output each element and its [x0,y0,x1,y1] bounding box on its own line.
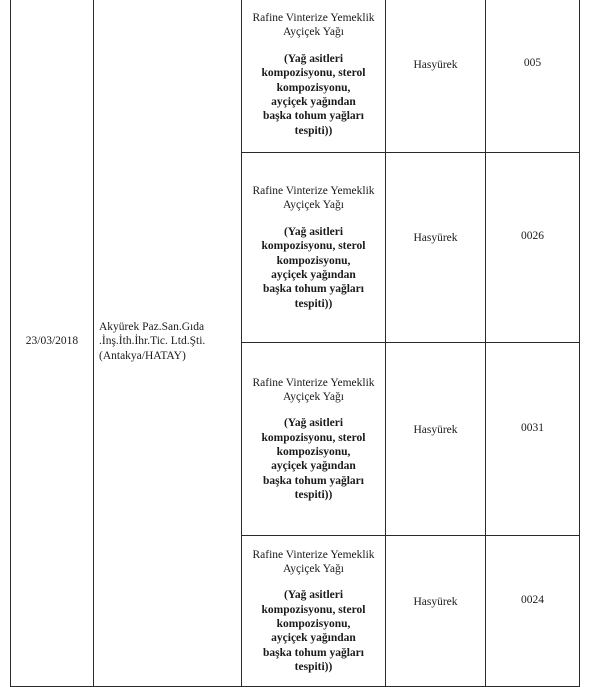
company-location-line: (Antakya/HATAY) [99,349,186,362]
batch-text: 0024 [521,593,544,606]
date-text: 23/03/2018 [25,335,79,348]
product-cell [242,343,386,536]
batch-text: 005 [523,57,542,70]
product-name: Rafine Vinterize Yemeklik Ayçiçek Yağı [252,12,375,39]
product-cell [242,153,386,343]
table-row [11,0,580,153]
product-detail: (Yağ asitleri kompozisyonu, sterol kompozisyonu, ayçiçek yağından başka tohum yağları tespiti)) [261,589,366,674]
product-name: Rafine Vinterize Yemeklik Ayçiçek Yağı [252,548,375,575]
brand-text: Hasyürek [413,423,458,436]
brand-text: Hasyürek [413,595,458,608]
company-name-line: Akyürek Paz.San.Gıda [99,320,205,333]
product-detail: (Yağ asitleri kompozisyonu, sterol kompozisyonu, ayçiçek yağından başka tohum yağları tespiti)) [261,225,366,310]
product-name: Rafine Vinterize Yemeklik Ayçiçek Yağı [252,376,375,403]
product-cell [242,0,386,153]
batch-text: 0026 [521,230,544,243]
inspection-table [10,0,580,687]
brand-cell [386,153,486,343]
batch-cell [486,536,580,687]
brand-cell [386,343,486,536]
batch-text: 0031 [521,421,544,434]
brand-cell [386,0,486,153]
brand-text: Hasyürek [413,59,458,72]
product-cell [242,536,386,687]
product-detail: (Yağ asitleri kompozisyonu, sterol kompozisyonu, ayçiçek yağından başka tohum yağları tespiti)) [261,417,366,502]
batch-cell [486,153,580,343]
company-type-line: .İnş.İth.İhr.Tic. Ltd.Şti. [99,335,206,348]
date-cell [11,0,94,687]
batch-cell [486,343,580,536]
product-name: Rafine Vinterize Yemeklik Ayçiçek Yağı [252,185,375,212]
company-cell [94,0,242,687]
brand-text: Hasyürek [413,232,458,245]
batch-cell [486,0,580,153]
brand-cell [386,536,486,687]
product-detail: (Yağ asitleri kompozisyonu, sterol kompozisyonu, ayçiçek yağından başka tohum yağları tespiti)) [261,52,366,137]
